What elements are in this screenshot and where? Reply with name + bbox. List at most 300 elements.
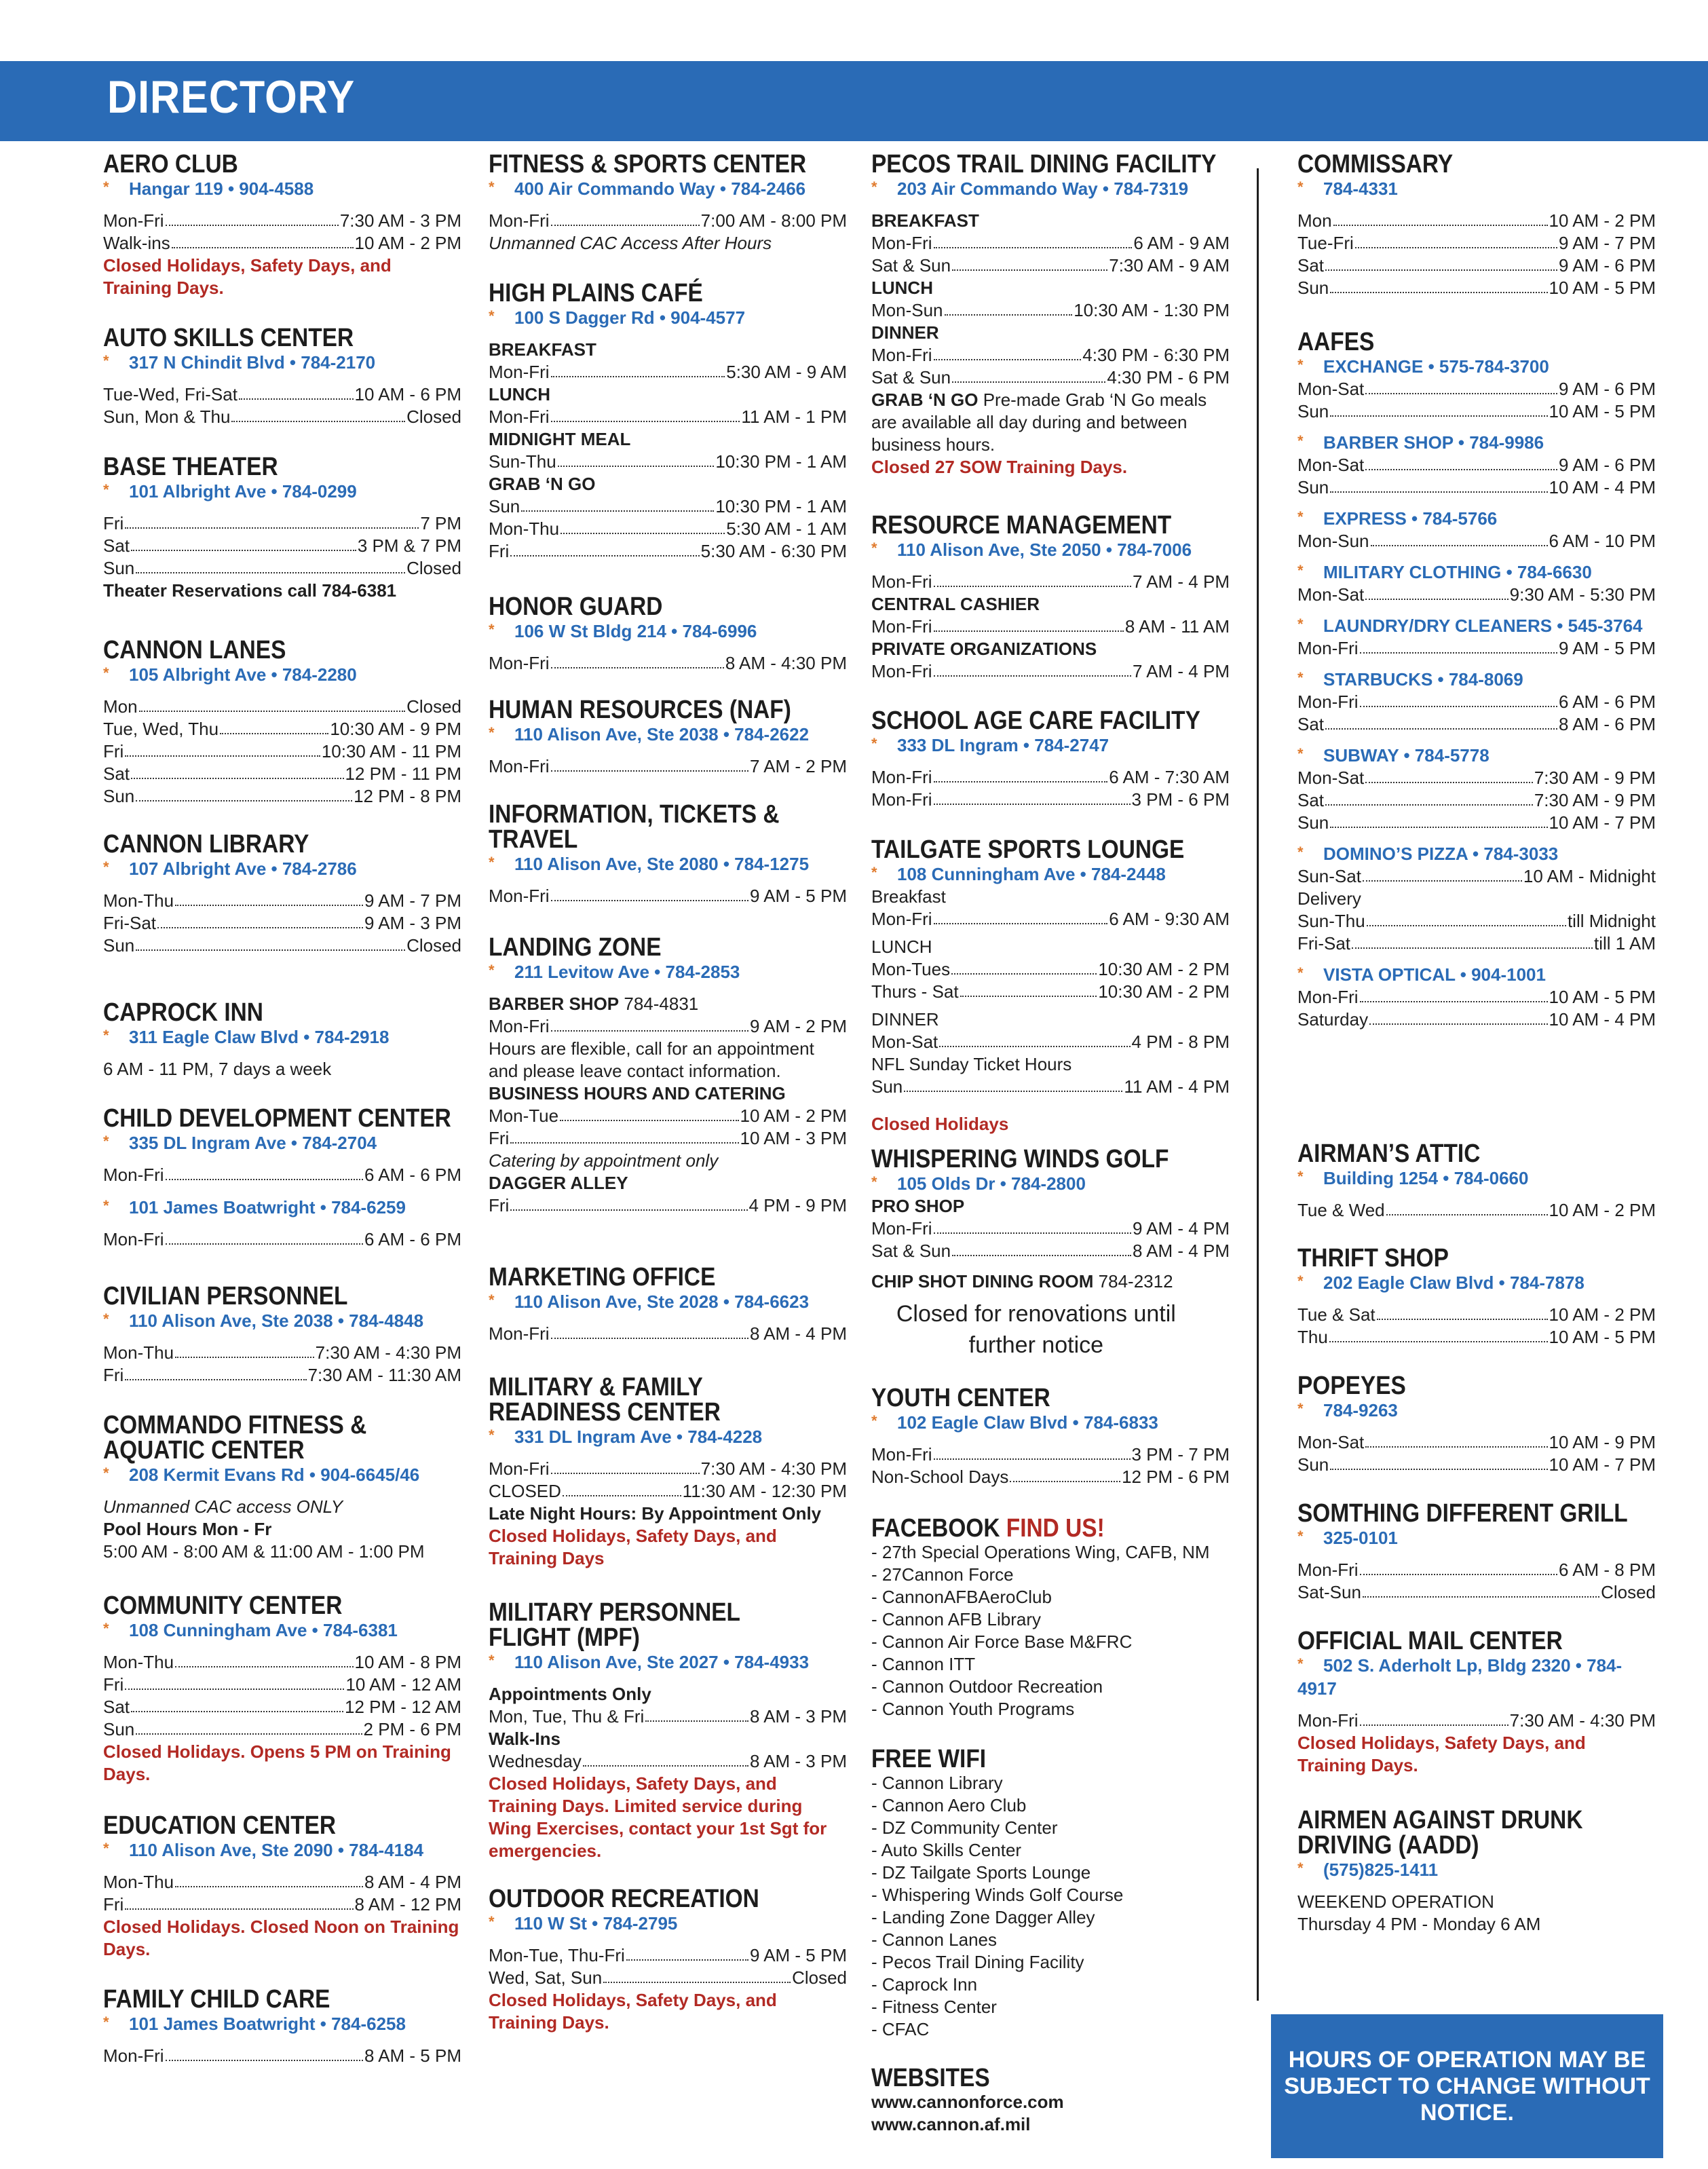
hours-row: Mon-Fri 6 AM - 7:30 AM bbox=[871, 767, 1230, 787]
bullet-star-icon: * bbox=[489, 1427, 495, 1444]
section-address: * 311 Eagle Claw Blvd • 784-2918 bbox=[103, 1025, 461, 1049]
section-address: * 110 Alison Ave, Ste 2028 • 784-6623 bbox=[489, 1290, 847, 1313]
section-title: SCHOOL AGE CARE FACILITY bbox=[871, 706, 1200, 735]
hours-row: Sun 10 AM - 7 PM bbox=[1297, 1454, 1656, 1475]
hours-row: Tue-Wed, Fri-Sat 10 AM - 6 PM bbox=[103, 384, 461, 404]
aafes-exchange: * EXCHANGE • 575-784-3700 bbox=[1297, 355, 1656, 378]
hours-row: Mon-Fri 3 PM - 7 PM bbox=[871, 1444, 1230, 1465]
section-title: BASE THEATER bbox=[103, 453, 278, 481]
page-title: DIRECTORY bbox=[107, 71, 356, 123]
hours-row: Mon-Sat 10 AM - 9 PM bbox=[1297, 1432, 1656, 1452]
section-airmans-attic bbox=[1297, 1139, 1656, 1222]
section-title: CAPROCK INN bbox=[103, 998, 263, 1027]
section-address: * 202 Eagle Claw Blvd • 784-7878 bbox=[1297, 1271, 1656, 1294]
hours-row: Fri 5:30 AM - 6:30 PM bbox=[489, 541, 847, 561]
hours-row: Mon-Fri 8 AM - 5 PM bbox=[103, 2045, 461, 2066]
section-title: FITNESS & SPORTS CENTER bbox=[489, 150, 807, 178]
hours-row: Mon-Fri 5:30 AM - 9 AM bbox=[489, 362, 847, 382]
hours-row: Mon-Thu 9 AM - 7 PM bbox=[103, 890, 461, 911]
bullet-star-icon: * bbox=[871, 864, 877, 881]
bullet-star-icon: * bbox=[1297, 616, 1304, 633]
bullet-star-icon: * bbox=[871, 1412, 877, 1429]
section-address: * 110 Alison Ave, Ste 2050 • 784-7006 bbox=[871, 538, 1230, 561]
hours-row: Mon-Fri 7:00 AM - 8:00 PM bbox=[489, 210, 847, 231]
hours-row: Mon-Fri 6 AM - 9:30 AM bbox=[871, 909, 1230, 929]
hours-row: Thurs - Sat 10:30 AM - 2 PM bbox=[871, 981, 1230, 1002]
wifi-location-item: - Whispering Winds Golf Course bbox=[871, 1885, 1124, 1905]
aafes-military-clothing: * MILITARY CLOTHING • 784-6630 bbox=[1297, 561, 1656, 584]
closure-note: Closed Holidays bbox=[871, 1114, 1009, 1134]
section-human-resources bbox=[489, 698, 847, 778]
hours-row: Mon-Thu 8 AM - 4 PM bbox=[103, 1872, 461, 1892]
section-title: RESOURCE MANAGEMENT bbox=[871, 511, 1172, 540]
bullet-star-icon: * bbox=[1297, 432, 1304, 449]
section-honor-guard bbox=[489, 592, 847, 675]
hours-row: Mon-Sun 6 AM - 10 PM bbox=[1297, 531, 1656, 551]
wifi-location-item: - Fitness Center bbox=[871, 1997, 997, 2017]
hours-row: Mon-Thu 10 AM - 8 PM bbox=[103, 1652, 461, 1672]
section-title: CHILD DEVELOPMENT CENTER bbox=[103, 1104, 451, 1133]
section-popeyes bbox=[1297, 1374, 1656, 1476]
hours-row: Mon-Fri 6 AM - 6 PM bbox=[1297, 692, 1656, 712]
section-aero-club bbox=[103, 152, 461, 299]
section-address: * 107 Albright Ave • 784-2786 bbox=[103, 857, 461, 880]
section-title: COMMISSARY bbox=[1297, 150, 1454, 178]
closure-note: Closed 27 SOW Training Days. bbox=[871, 457, 1128, 477]
section-base-theater bbox=[103, 455, 461, 602]
hours-row: Mon-Fri 9 AM - 2 PM bbox=[489, 1016, 847, 1036]
section-address: * 101 Albright Ave • 784-0299 bbox=[103, 480, 461, 503]
cac-note: Unmanned CAC access ONLY bbox=[103, 1496, 343, 1517]
section-official-mail-center bbox=[1297, 1629, 1656, 1777]
section-title: INFORMATION, TICKETS & TRAVEL bbox=[489, 800, 780, 854]
bullet-star-icon: * bbox=[103, 178, 109, 195]
closure-note: Closed Holidays. Opens 5 PM on Training Days. bbox=[103, 1741, 451, 1784]
section-websites bbox=[871, 2066, 1230, 2136]
section-title: THRIFT SHOP bbox=[1297, 1244, 1449, 1272]
section-title: YOUTH CENTER bbox=[871, 1384, 1050, 1412]
facebook-page-item: - Cannon Outdoor Recreation bbox=[871, 1676, 1103, 1697]
website-link[interactable]: www.cannon.af.mil bbox=[871, 2114, 1031, 2134]
hours-row: Walk-ins 10 AM - 2 PM bbox=[103, 233, 461, 253]
bullet-star-icon: * bbox=[489, 1913, 495, 1930]
section-auto-skills bbox=[103, 326, 461, 428]
hours-row: Tue-Fri 9 AM - 7 PM bbox=[1297, 233, 1656, 253]
reservation-note: Theater Reservations call 784-6381 bbox=[103, 580, 397, 601]
bullet-star-icon: * bbox=[489, 724, 495, 741]
section-title: AAFES bbox=[1297, 328, 1375, 356]
renovation-notice: Closed for renovations until further notice bbox=[896, 1301, 1176, 1358]
section-resource-management bbox=[871, 513, 1230, 683]
hours-row: Mon-Sat 9 AM - 6 PM bbox=[1297, 455, 1656, 475]
section-title: TAILGATE SPORTS LOUNGE bbox=[871, 835, 1185, 864]
section-title: EDUCATION CENTER bbox=[103, 1811, 337, 1840]
hours-row: Mon-Fri 7 AM - 4 PM bbox=[871, 571, 1230, 592]
bullet-star-icon: * bbox=[1297, 1860, 1304, 1876]
hours-row: Sun 10 AM - 5 PM bbox=[1297, 278, 1656, 298]
bullet-star-icon: * bbox=[1297, 669, 1304, 686]
section-information-tickets-travel bbox=[489, 802, 847, 907]
hours-row: Sat 12 PM - 11 PM bbox=[103, 763, 461, 784]
hours-row: Sat 9 AM - 6 PM bbox=[1297, 255, 1656, 276]
hours-row: Mon-Sat 9:30 AM - 5:30 PM bbox=[1297, 584, 1656, 605]
wifi-list bbox=[871, 1772, 1230, 2041]
hours-row: Mon-Fri 7 AM - 4 PM bbox=[871, 661, 1230, 681]
bullet-star-icon: * bbox=[489, 178, 495, 195]
section-address: * 108 Cunningham Ave • 784-2448 bbox=[871, 863, 1230, 886]
section-civilian-personnel bbox=[103, 1284, 461, 1387]
hours-row: Mon-Sat 9 AM - 6 PM bbox=[1297, 379, 1656, 399]
section-address: * 784-4331 bbox=[1297, 177, 1656, 200]
bullet-star-icon: * bbox=[103, 1027, 109, 1044]
section-family-child-care bbox=[103, 1987, 461, 2067]
section-address: * 335 DL Ingram Ave • 784-2704 bbox=[103, 1131, 461, 1154]
facebook-page-item: - CannonAFBAeroClub bbox=[871, 1587, 1052, 1607]
wifi-location-item: - Cannon Lanes bbox=[871, 1929, 998, 1950]
hours-row: Sat 12 PM - 12 AM bbox=[103, 1697, 461, 1717]
bullet-star-icon: * bbox=[871, 178, 877, 195]
meal-heading: LUNCH bbox=[489, 384, 550, 404]
bullet-star-icon: * bbox=[103, 1840, 109, 1857]
bullet-star-icon: * bbox=[489, 621, 495, 638]
hours-row: Non-School Days 12 PM - 6 PM bbox=[871, 1467, 1230, 1487]
wifi-location-item: - Auto Skills Center bbox=[871, 1840, 1022, 1860]
section-title: OUTDOOR RECREATION bbox=[489, 1885, 759, 1913]
hours-row: Mon-Fri 6 AM - 6 PM bbox=[103, 1165, 461, 1185]
aafes-laundry: * LAUNDRY/DRY CLEANERS • 545-3764 bbox=[1297, 614, 1656, 637]
section-commissary bbox=[1297, 152, 1656, 299]
hours-row: Sat & Sun 4:30 PM - 6 PM bbox=[871, 367, 1230, 388]
section-something-different-grill bbox=[1297, 1501, 1656, 1604]
facebook-page-item: - Cannon Youth Programs bbox=[871, 1699, 1075, 1719]
hours-row: Sun 10 AM - 7 PM bbox=[1297, 812, 1656, 833]
section-title: AIRMEN AGAINST DRUNK DRIVING (AADD) bbox=[1297, 1806, 1583, 1860]
section-thrift-shop bbox=[1297, 1246, 1656, 1348]
hours-row: Mon-Fri 9 AM - 5 PM bbox=[489, 886, 847, 906]
bullet-star-icon: * bbox=[103, 481, 109, 498]
section-address: * 100 S Dagger Rd • 904-4577 bbox=[489, 306, 847, 329]
section-address: * 784-9263 bbox=[1297, 1399, 1656, 1422]
section-free-wifi bbox=[871, 1747, 1230, 2041]
wifi-location-item: - CFAC bbox=[871, 2019, 930, 2039]
section-military-family-readiness bbox=[489, 1375, 847, 1570]
meal-heading: DINNER bbox=[871, 1009, 939, 1030]
bullet-star-icon: * bbox=[103, 352, 109, 369]
hours-row: Sun 10 AM - 5 PM bbox=[1297, 401, 1656, 421]
section-aafes bbox=[1297, 330, 1656, 1031]
meal-heading: BREAKFAST bbox=[489, 339, 596, 360]
section-child-development bbox=[103, 1106, 461, 1251]
hours-row: Mon-Fri 6 AM - 9 AM bbox=[871, 233, 1230, 253]
meal-heading: DINNER bbox=[871, 322, 939, 343]
bullet-star-icon: * bbox=[1297, 745, 1304, 762]
hours-row: Sun, Mon & Thu Closed bbox=[103, 407, 461, 427]
section-address: * 105 Olds Dr • 784-2800 bbox=[871, 1172, 1230, 1195]
aafes-starbucks: * STARBUCKS • 784-8069 bbox=[1297, 668, 1656, 691]
bullet-star-icon: * bbox=[103, 1620, 109, 1637]
section-title: FAMILY CHILD CARE bbox=[103, 1985, 330, 2014]
hours-row: Sun 12 PM - 8 PM bbox=[103, 786, 461, 806]
aafes-vista-optical: * VISTA OPTICAL • 904-1001 bbox=[1297, 963, 1656, 986]
hours-row: Sun 11 AM - 4 PM bbox=[871, 1076, 1230, 1097]
section-school-age-care bbox=[871, 706, 1230, 811]
section-title: OFFICIAL MAIL CENTER bbox=[1297, 1627, 1563, 1655]
late-night-note: Late Night Hours: By Appointment Only bbox=[489, 1503, 822, 1524]
hours-row: Fri 10 AM - 3 PM bbox=[489, 1128, 847, 1148]
section-high-plains-cafe bbox=[489, 281, 847, 563]
hours-row: Sat-Sun Closed bbox=[1297, 1582, 1656, 1602]
aafes-barber-shop: * BARBER SHOP • 784-9986 bbox=[1297, 431, 1656, 454]
hours-row: Mon-Fri 9 AM - 5 PM bbox=[1297, 638, 1656, 658]
sub-heading: BARBER SHOP 784-4831 bbox=[489, 994, 699, 1014]
hours-row: Mon Closed bbox=[103, 696, 461, 717]
hours-row: Sun Closed bbox=[103, 935, 461, 956]
hours-row: Sun 10 AM - 4 PM bbox=[1297, 477, 1656, 497]
meal-heading: NFL Sunday Ticket Hours bbox=[871, 1054, 1072, 1074]
section-title: MILITARY PERSONNEL FLIGHT (MPF) bbox=[489, 1598, 740, 1652]
meal-heading: LUNCH bbox=[871, 937, 932, 957]
section-title: COMMANDO FITNESS & AQUATIC CENTER bbox=[103, 1411, 367, 1465]
hours-row: Mon-Fri 8 AM - 11 AM bbox=[871, 616, 1230, 637]
bullet-star-icon: * bbox=[1297, 964, 1304, 981]
pool-hours: 5:00 AM - 8:00 AM & 11:00 AM - 1:00 PM bbox=[103, 1541, 425, 1562]
section-address: * 110 Alison Ave, Ste 2038 • 784-2622 bbox=[489, 723, 847, 746]
hours-row: Mon-Tues 10:30 AM - 2 PM bbox=[871, 959, 1230, 979]
section-title: AERO CLUB bbox=[103, 150, 238, 178]
facebook-page-item: - Cannon ITT bbox=[871, 1654, 976, 1674]
section-title: FREE WIFI bbox=[871, 1745, 987, 1773]
sub-heading: Walk-Ins bbox=[489, 1729, 561, 1749]
bullet-star-icon: * bbox=[489, 962, 495, 979]
section-title: CIVILIAN PERSONNEL bbox=[103, 1282, 348, 1310]
facebook-page-item: - 27Cannon Force bbox=[871, 1564, 1014, 1585]
section-title: PECOS TRAIL DINING FACILITY bbox=[871, 150, 1217, 178]
section-address: * Hangar 119 • 904-4588 bbox=[103, 177, 461, 200]
hours-row: Fri-Sat 9 AM - 3 PM bbox=[103, 913, 461, 933]
hours-row: Mon-Thu 7:30 AM - 4:30 PM bbox=[103, 1342, 461, 1363]
hours-row: Sat & Sun 8 AM - 4 PM bbox=[871, 1241, 1230, 1261]
sub-heading: PRIVATE ORGANIZATIONS bbox=[871, 639, 1097, 659]
section-address: * 102 Eagle Claw Blvd • 784-6833 bbox=[871, 1411, 1230, 1434]
section-address: * 101 James Boatwright • 784-6259 bbox=[103, 1196, 461, 1219]
hours-row: Fri 7:30 AM - 11:30 AM bbox=[103, 1365, 461, 1385]
bullet-star-icon: * bbox=[871, 735, 877, 752]
section-military-personnel-flight bbox=[489, 1600, 847, 1862]
section-cannon-library bbox=[103, 832, 461, 957]
hours-row: Mon 10 AM - 2 PM bbox=[1297, 210, 1656, 231]
bullet-star-icon: * bbox=[1297, 1272, 1304, 1289]
closure-note: Closed Holidays. Closed Noon on Training Days. bbox=[103, 1917, 459, 1959]
bullet-star-icon: * bbox=[1297, 508, 1304, 525]
section-pecos-trail-dining bbox=[871, 152, 1230, 478]
hours-row: Mon-Sat 7:30 AM - 9 PM bbox=[1297, 768, 1656, 788]
hours-row: Sat 7:30 AM - 9 PM bbox=[1297, 790, 1656, 810]
section-title: MILITARY & FAMILY READINESS CENTER bbox=[489, 1373, 721, 1427]
hours-row: Mon-Sun 10:30 AM - 1:30 PM bbox=[871, 300, 1230, 320]
bullet-star-icon: * bbox=[103, 1197, 109, 1214]
wifi-location-item: - DZ Tailgate Sports Lounge bbox=[871, 1862, 1091, 1883]
section-title: AUTO SKILLS CENTER bbox=[103, 324, 354, 352]
hours-row: Sun-Thu 10:30 PM - 1 AM bbox=[489, 451, 847, 472]
hours-row: Mon-Fri 7:30 AM - 4:30 PM bbox=[1297, 1710, 1656, 1731]
section-commando-fitness bbox=[103, 1413, 461, 1563]
section-title: CANNON LIBRARY bbox=[103, 830, 309, 859]
bullet-star-icon: * bbox=[1297, 1655, 1304, 1672]
section-title: HONOR GUARD bbox=[489, 592, 663, 621]
bullet-star-icon: * bbox=[1297, 562, 1304, 579]
hours-row: Mon-Fri 4:30 PM - 6:30 PM bbox=[871, 345, 1230, 365]
section-cannon-lanes bbox=[103, 638, 461, 808]
hours-note: 6 AM - 11 PM, 7 days a week bbox=[103, 1059, 332, 1079]
hours-row: Mon-Fri 6 AM - 6 PM bbox=[103, 1229, 461, 1249]
bullet-star-icon: * bbox=[489, 1652, 495, 1669]
directory-banner bbox=[0, 61, 1708, 141]
section-marketing-office bbox=[489, 1265, 847, 1345]
bullet-star-icon: * bbox=[1297, 356, 1304, 373]
hours-row: Sat 8 AM - 6 PM bbox=[1297, 714, 1656, 734]
bullet-star-icon: * bbox=[1297, 1168, 1304, 1185]
section-aadd bbox=[1297, 1808, 1656, 1936]
section-title: LANDING ZONE bbox=[489, 933, 662, 962]
sub-heading: BUSINESS HOURS AND CATERING bbox=[489, 1083, 786, 1104]
closure-note: Closed Holidays, Safety Days, and Training Days. bbox=[1297, 1733, 1586, 1775]
bullet-star-icon: * bbox=[103, 2014, 109, 2031]
hours-row: Wed, Sat, Sun Closed bbox=[489, 1967, 847, 1988]
bullet-star-icon: * bbox=[103, 1465, 109, 1482]
section-address: * 108 Cunningham Ave • 784-6381 bbox=[103, 1619, 461, 1642]
bullet-star-icon: * bbox=[103, 1133, 109, 1150]
section-facebook bbox=[871, 1516, 1230, 1720]
section-tailgate-sports-lounge bbox=[871, 837, 1230, 1135]
section-address: * 400 Air Commando Way • 784-2466 bbox=[489, 177, 847, 200]
hours-row: Fri 7 PM bbox=[103, 513, 461, 533]
facebook-page-item: - Cannon Air Force Base M&FRC bbox=[871, 1632, 1133, 1652]
bullet-star-icon: * bbox=[1297, 844, 1304, 861]
hours-row: Sun Closed bbox=[103, 558, 461, 578]
bullet-star-icon: * bbox=[871, 540, 877, 557]
bullet-star-icon: * bbox=[103, 664, 109, 681]
section-address: * 105 Albright Ave • 784-2280 bbox=[103, 663, 461, 686]
aafes-express: * EXPRESS • 784-5766 bbox=[1297, 507, 1656, 530]
section-address: * 110 Alison Ave, Ste 2080 • 784-1275 bbox=[489, 852, 847, 875]
section-address: * 317 N Chindit Blvd • 784-2170 bbox=[103, 351, 461, 374]
hours-row: Mon-Fri 8 AM - 4 PM bbox=[489, 1323, 847, 1344]
section-address: * 333 DL Ingram • 784-2747 bbox=[871, 734, 1230, 757]
section-landing-zone bbox=[489, 935, 847, 1217]
section-address: * 325-0101 bbox=[1297, 1526, 1656, 1549]
meal-heading: GRAB ‘N GO bbox=[489, 474, 596, 494]
hours-row: Mon-Sat 4 PM - 8 PM bbox=[871, 1032, 1230, 1052]
aafes-dominos: * DOMINO’S PIZZA • 784-3033 bbox=[1297, 842, 1656, 865]
hours-row: Fri 10:30 AM - 11 PM bbox=[103, 741, 461, 761]
hours-row: Mon-Fri 10 AM - 5 PM bbox=[1297, 987, 1656, 1007]
section-address: * 101 James Boatwright • 784-6258 bbox=[103, 2012, 461, 2035]
delivery-label: Delivery bbox=[1297, 888, 1361, 909]
section-address: * 208 Kermit Evans Rd • 904-6645/46 bbox=[103, 1463, 461, 1486]
bullet-star-icon: * bbox=[871, 1173, 877, 1190]
catering-note: Catering by appointment only bbox=[489, 1150, 719, 1171]
facebook-list bbox=[871, 1541, 1230, 1720]
wifi-location-item: - Cannon Aero Club bbox=[871, 1795, 1027, 1815]
hours-row: Tue & Wed 10 AM - 2 PM bbox=[1297, 1200, 1656, 1220]
hours-row: Mon-Fri 7:30 AM - 4:30 PM bbox=[489, 1458, 847, 1479]
wifi-location-item: - Cannon Library bbox=[871, 1773, 1003, 1793]
grab-n-go-note: GRAB ‘N GO Pre-made Grab ‘N Go meals are available all day during and between business hours. bbox=[871, 390, 1207, 455]
wifi-location-item: - DZ Community Center bbox=[871, 1817, 1058, 1838]
column-divider bbox=[1257, 168, 1259, 2001]
pool-hours-label: Pool Hours Mon - Fr bbox=[103, 1519, 272, 1539]
sub-heading: PRO SHOP bbox=[871, 1196, 965, 1216]
closure-note: Closed Holidays, Safety Days, and Training Days. bbox=[489, 1990, 777, 2033]
facebook-page-item: - 27th Special Operations Wing, CAFB, NM bbox=[871, 1542, 1210, 1562]
bullet-star-icon: * bbox=[489, 1291, 495, 1308]
section-title: POPEYES bbox=[1297, 1372, 1406, 1400]
hours-row: Mon-Fri 7 AM - 2 PM bbox=[489, 756, 847, 776]
section-title: HUMAN RESOURCES (NAF) bbox=[489, 696, 791, 724]
hours-row: Mon-Thu 5:30 AM - 1 AM bbox=[489, 518, 847, 539]
section-address: * Building 1254 • 784-0660 bbox=[1297, 1167, 1656, 1190]
wifi-location-item: - Pecos Trail Dining Facility bbox=[871, 1952, 1084, 1972]
hours-row: CLOSED 11:30 AM - 12:30 PM bbox=[489, 1481, 847, 1501]
section-title: SOMTHING DIFFERENT GRILL bbox=[1297, 1499, 1628, 1528]
section-youth-center bbox=[871, 1386, 1230, 1488]
bullet-star-icon: * bbox=[103, 859, 109, 875]
weekend-operation-label: WEEKEND OPERATION bbox=[1297, 1891, 1494, 1912]
section-address: * 203 Air Commando Way • 784-7319 bbox=[871, 177, 1230, 200]
section-address: * 110 W St • 784-2795 bbox=[489, 1912, 847, 1935]
hours-row: Sun 2 PM - 6 PM bbox=[103, 1719, 461, 1739]
bullet-star-icon: * bbox=[489, 307, 495, 324]
section-address: * 110 Alison Ave, Ste 2027 • 784-4933 bbox=[489, 1651, 847, 1674]
hours-row: Fri 4 PM - 9 PM bbox=[489, 1195, 847, 1215]
section-address: * 106 W St Bldg 214 • 784-6996 bbox=[489, 620, 847, 643]
hours-row: Tue, Wed, Thu 10:30 AM - 9 PM bbox=[103, 719, 461, 739]
hours-row: Sat 3 PM & 7 PM bbox=[103, 535, 461, 556]
bullet-star-icon: * bbox=[1297, 1528, 1304, 1545]
hours-change-notice: HOURS OF OPERATION MAY BE SUBJECT TO CHANGE WITHOUT NOTICE. bbox=[1271, 2014, 1663, 2158]
appointment-note: Hours are flexible, call for an appointment and please leave contact information. bbox=[489, 1038, 814, 1081]
hours-row: Saturday 10 AM - 4 PM bbox=[1297, 1009, 1656, 1030]
meal-heading: LUNCH bbox=[871, 278, 933, 298]
hours-row: Tue & Sat 10 AM - 2 PM bbox=[1297, 1304, 1656, 1325]
hours-row: Mon-Fri 7:30 AM - 3 PM bbox=[103, 210, 461, 231]
section-address: * 502 S. Aderholt Lp, Bldg 2320 • 784-4917 bbox=[1297, 1654, 1656, 1700]
section-title: WHISPERING WINDS GOLF bbox=[871, 1145, 1169, 1173]
hours-row: Thu 10 AM - 5 PM bbox=[1297, 1327, 1656, 1347]
wifi-location-item: - Landing Zone Dagger Alley bbox=[871, 1907, 1095, 1927]
sub-heading: DAGGER ALLEY bbox=[489, 1173, 628, 1193]
section-title: HIGH PLAINS CAFÉ bbox=[489, 279, 703, 307]
hours-row: Mon-Fri 3 PM - 6 PM bbox=[871, 789, 1230, 810]
section-title: CANNON LANES bbox=[103, 636, 286, 664]
hours-row: Fri-Sat till 1 AM bbox=[1297, 933, 1656, 954]
hours-row: Sun-Sat 10 AM - Midnight bbox=[1297, 866, 1656, 886]
meal-heading: MIDNIGHT MEAL bbox=[489, 429, 631, 449]
bullet-star-icon: * bbox=[1297, 178, 1304, 195]
section-fitness-sports bbox=[489, 152, 847, 254]
section-address: * 331 DL Ingram Ave • 784-4228 bbox=[489, 1425, 847, 1448]
section-title: WEBSITES bbox=[871, 2064, 990, 2092]
hours-row: Mon-Tue, Thu-Fri 9 AM - 5 PM bbox=[489, 1945, 847, 1965]
hours-row: Mon-Fri 8 AM - 4:30 PM bbox=[489, 653, 847, 673]
closure-note: Closed Holidays, Safety Days, and Training Days. Limited service during Wing Exercises, contact your 1st Sgt for emergencies. bbox=[489, 1773, 827, 1861]
weekend-operation-hours: Thursday 4 PM - Monday 6 AM bbox=[1297, 1914, 1541, 1934]
hours-row: Fri 8 AM - 12 PM bbox=[103, 1894, 461, 1915]
website-link[interactable]: www.cannonforce.com bbox=[871, 2092, 1064, 2112]
hours-row: Mon-Fri 9 AM - 4 PM bbox=[871, 1218, 1230, 1239]
sub-heading: CHIP SHOT DINING ROOM 784-2312 bbox=[871, 1271, 1173, 1291]
aafes-subway: * SUBWAY • 784-5778 bbox=[1297, 744, 1656, 767]
